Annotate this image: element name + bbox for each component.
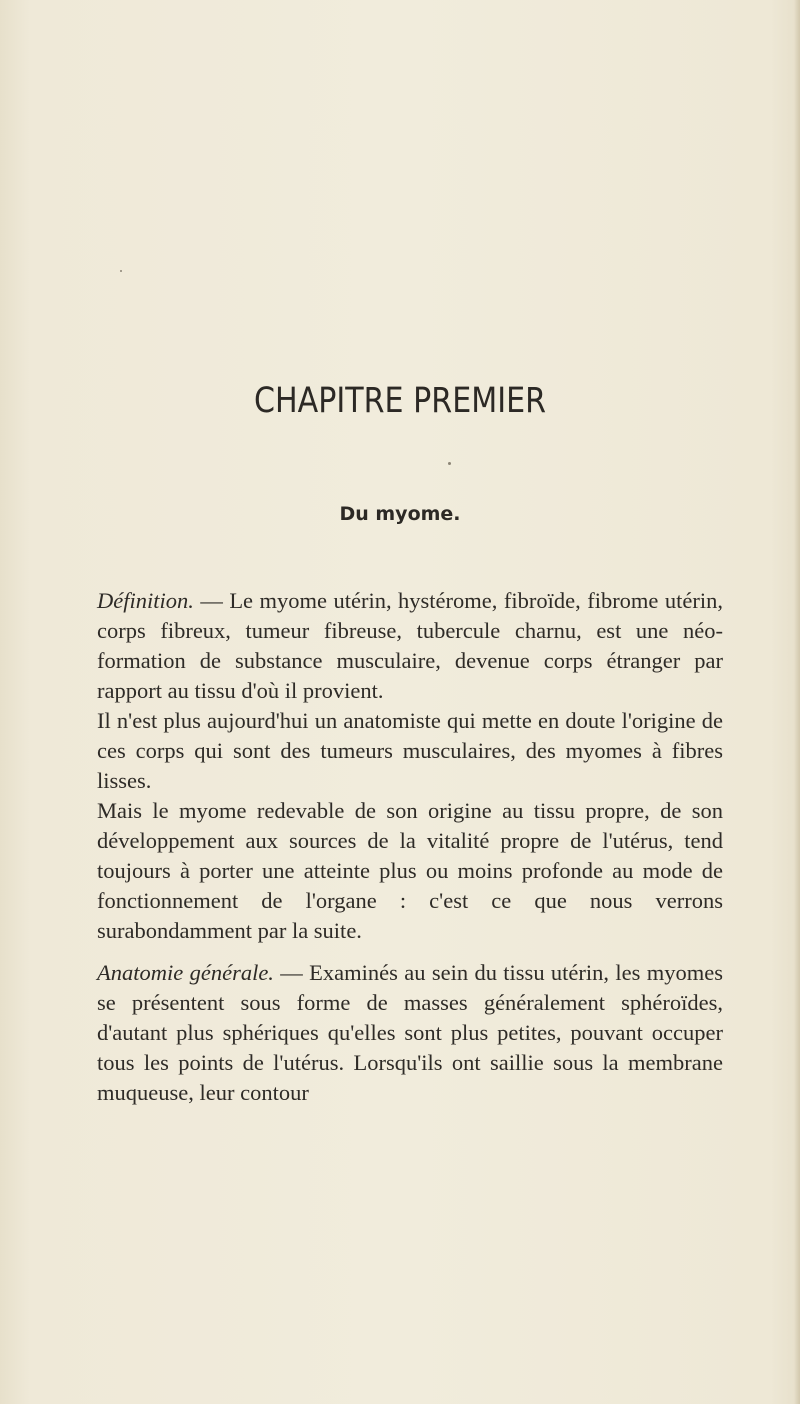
paragraph-anatomy <box>97 958 723 1108</box>
paragraph-lead: Anatomie générale. <box>97 960 274 985</box>
paragraph-lead: Définition. <box>97 588 194 613</box>
paper-speck <box>120 270 122 272</box>
paragraph-text: Mais le myome redevable de son origine au tissu propre, de son développement aux sources de la vitalité propre de l'utérus, tend toujours à porter une atteinte plus ou moins profonde au mode de fonctionnement de l'organe : c'est ce que nous verrons surabondamment par la suite. <box>97 798 723 943</box>
chapter-title: CHAPITRE PREMIER <box>253 381 547 421</box>
section-title: Du myome. <box>339 503 461 525</box>
paragraph-text: Il n'est plus aujourd'hui un anatomiste qui mette en doute l'origine de ces corps qui sont des tumeurs musculaires, des myomes à fibres lisses. <box>97 708 723 793</box>
paragraph-text: — Examinés au sein du tissu utérin, les myomes se présentent sous forme de masses généralement sphéroïdes, d'autant plus sphériques qu'elles sont plus petites, pouvant occuper tous les points de l'utérus. Lorsqu'ils ont saillie sous la membrane muqueuse, leur contour <box>97 960 723 1105</box>
paragraph-definition <box>97 586 723 706</box>
body-text <box>97 586 723 1108</box>
page-edge-shadow <box>794 0 800 1404</box>
paragraph-development <box>97 796 723 946</box>
paragraph-origin <box>97 706 723 796</box>
paragraph-text: — Le myome utérin, hystérome, fibroïde, fibrome utérin, corps fibreux, tumeur fibreuse, tubercule charnu, est une néo-formation de substance musculaire, devenue corps étranger par rapport au tissu d'où il provient. <box>97 588 723 703</box>
paper-speck <box>448 462 451 465</box>
